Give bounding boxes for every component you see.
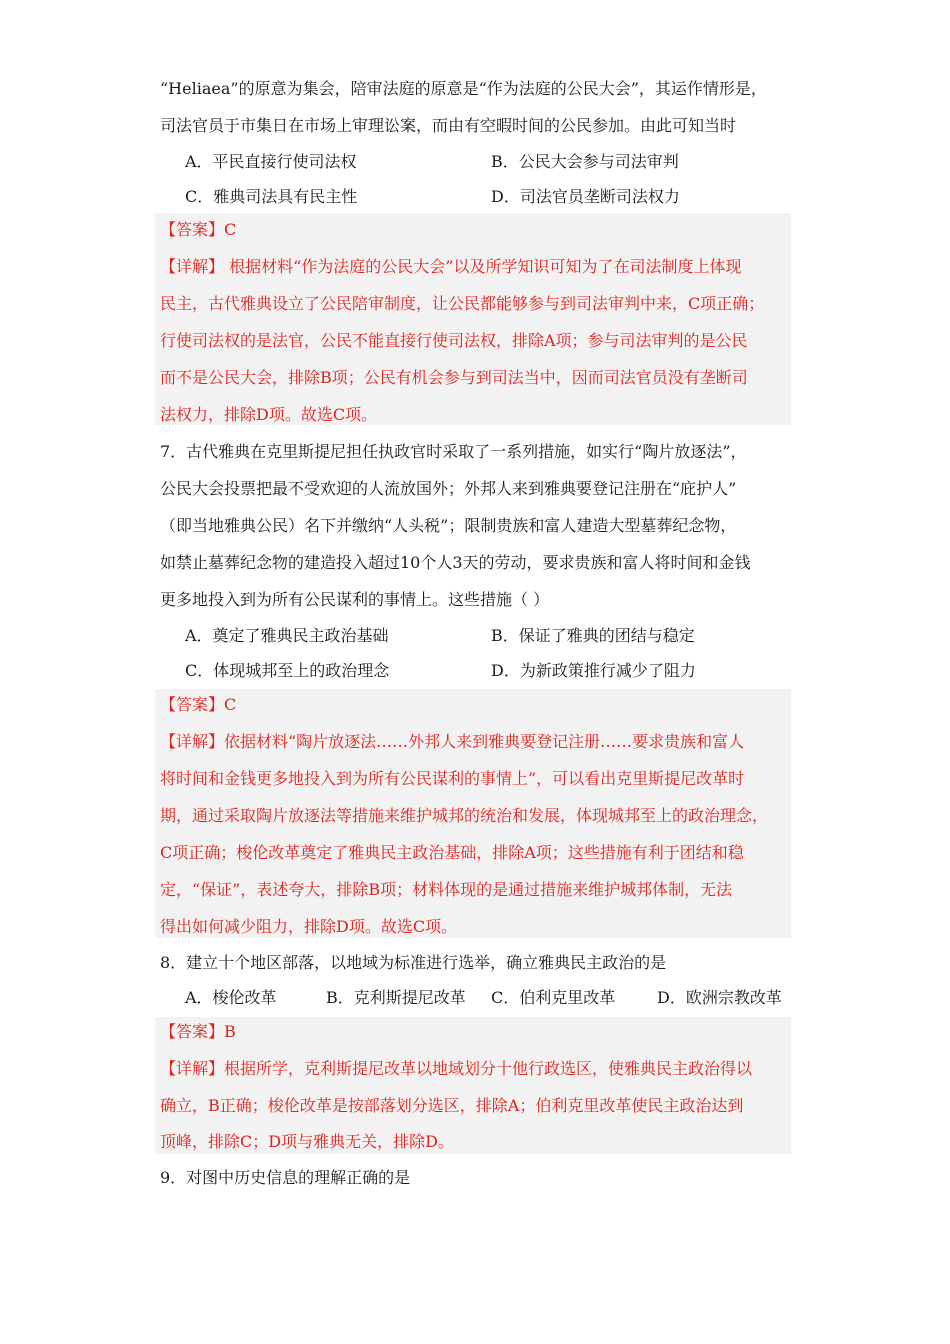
q7-stem-line-3: （即当地雅典公民）名下并缴纳“人头税”；限制贵族和富人建造大型墓葬纪念物，: [160, 516, 737, 535]
q8-option-a: A．梭伦改革: [185, 988, 277, 1007]
q6-stem-line-1: “Heliaea”的原意为集会，陪审法庭的原意是“作为法庭的公民大会”，其运作情形是，: [160, 79, 767, 98]
q7-stem-line-1: 7．古代雅典在克里斯提尼担任执政官时采取了一系列措施，如实行“陶片放逐法”，: [160, 442, 747, 461]
q8-option-c: C．伯利克里改革: [491, 988, 616, 1007]
q9-stem: 9．对图中历史信息的理解正确的是: [160, 1168, 411, 1187]
q7-option-b: B．保证了雅典的团结与稳定: [491, 626, 695, 645]
q6-option-a: A．平民直接行使司法权: [185, 152, 357, 171]
q6-detail-line-4: 而不是公民大会，排除B项；公民有机会参与到司法当中，因而司法官员没有垄断司: [160, 368, 748, 387]
q6-answer: 【答案】C: [160, 220, 237, 239]
q8-stem: 8．建立十个地区部落，以地域为标准进行选举，确立雅典民主政治的是: [160, 953, 667, 972]
q8-detail-line-2: 确立，B正确；梭伦改革是按部落划分选区，排除A；伯利克里改革使民主政治达到: [160, 1096, 744, 1115]
q7-detail-line-2: 将时间和金钱更多地投入到为所有公民谋利的事情上”，可以看出克里斯提尼改革时: [160, 769, 745, 788]
q6-detail-line-2: 民主，古代雅典设立了公民陪审制度，让公民都能够参与到司法审判中来，C项正确；: [160, 294, 765, 313]
q7-answer: 【答案】C: [160, 695, 237, 714]
q7-option-d: D．为新政策推行减少了阻力: [491, 661, 696, 680]
q7-option-c: C．体现城邦至上的政治理念: [185, 661, 390, 680]
q6-stem-line-2: 司法官员于市集日在市场上审理讼案，而由有空暇时间的公民参加。由此可知当时: [160, 116, 737, 135]
q6-detail-line-1: 【详解】 根据材料“作为法庭的公民大会”以及所学知识可知为了在司法制度上体现: [160, 257, 742, 276]
q8-detail-line-1: 【详解】根据所学，克利斯提尼改革以地域划分十他行政选区，使雅典民主政治得以: [160, 1059, 753, 1078]
q7-detail-line-4: C项正确；梭伦改革奠定了雅典民主政治基础，排除A项；这些措施有利于团结和稳: [160, 843, 744, 862]
q6-option-c: C．雅典司法具有民主性: [185, 187, 358, 206]
q7-detail-line-6: 得出如何减少阻力，排除D项。故选C项。: [160, 917, 458, 936]
q8-option-d: D．欧洲宗教改革: [657, 988, 782, 1007]
q7-detail-line-1: 【详解】依据材料“陶片放逐法……外邦人来到雅典要登记注册……要求贵族和富人: [160, 732, 745, 751]
q7-stem-line-5: 更多地投入到为所有公民谋利的事情上。这些措施（ ）: [160, 590, 550, 609]
q6-answer-block: [155, 213, 791, 425]
q7-detail-line-5: 定，“保证”，表述夸大，排除B项；材料体现的是通过措施来维护城邦体制，无法: [160, 880, 733, 899]
q8-option-b: B．克利斯提尼改革: [326, 988, 466, 1007]
q7-stem-line-2: 公民大会投票把最不受欢迎的人流放国外；外邦人来到雅典要登记注册在“庇护人”: [160, 479, 737, 498]
q8-answer: 【答案】B: [160, 1022, 236, 1041]
q6-detail-line-5: 法权力，排除D项。故选C项。: [160, 405, 378, 424]
q8-answer-block: [155, 1017, 791, 1154]
q6-option-d: D．司法官员垄断司法权力: [491, 187, 680, 206]
q7-answer-block: [155, 689, 791, 938]
q7-option-a: A．奠定了雅典民主政治基础: [185, 626, 389, 645]
q8-detail-line-3: 顶峰，排除C；D项与雅典无关，排除D。: [160, 1132, 454, 1151]
q6-option-b: B．公民大会参与司法审判: [491, 152, 679, 171]
q7-stem-line-4: 如禁止墓葬纪念物的建造投入超过10个人3天的劳动，要求贵族和富人将时间和金钱: [160, 553, 751, 572]
q7-detail-line-3: 期，通过采取陶片放逐法等措施来维护城邦的统治和发展，体现城邦至上的政治理念，: [160, 806, 769, 825]
q6-detail-line-3: 行使司法权的是法官，公民不能直接行使司法权，排除A项；参与司法审判的是公民: [160, 331, 748, 350]
